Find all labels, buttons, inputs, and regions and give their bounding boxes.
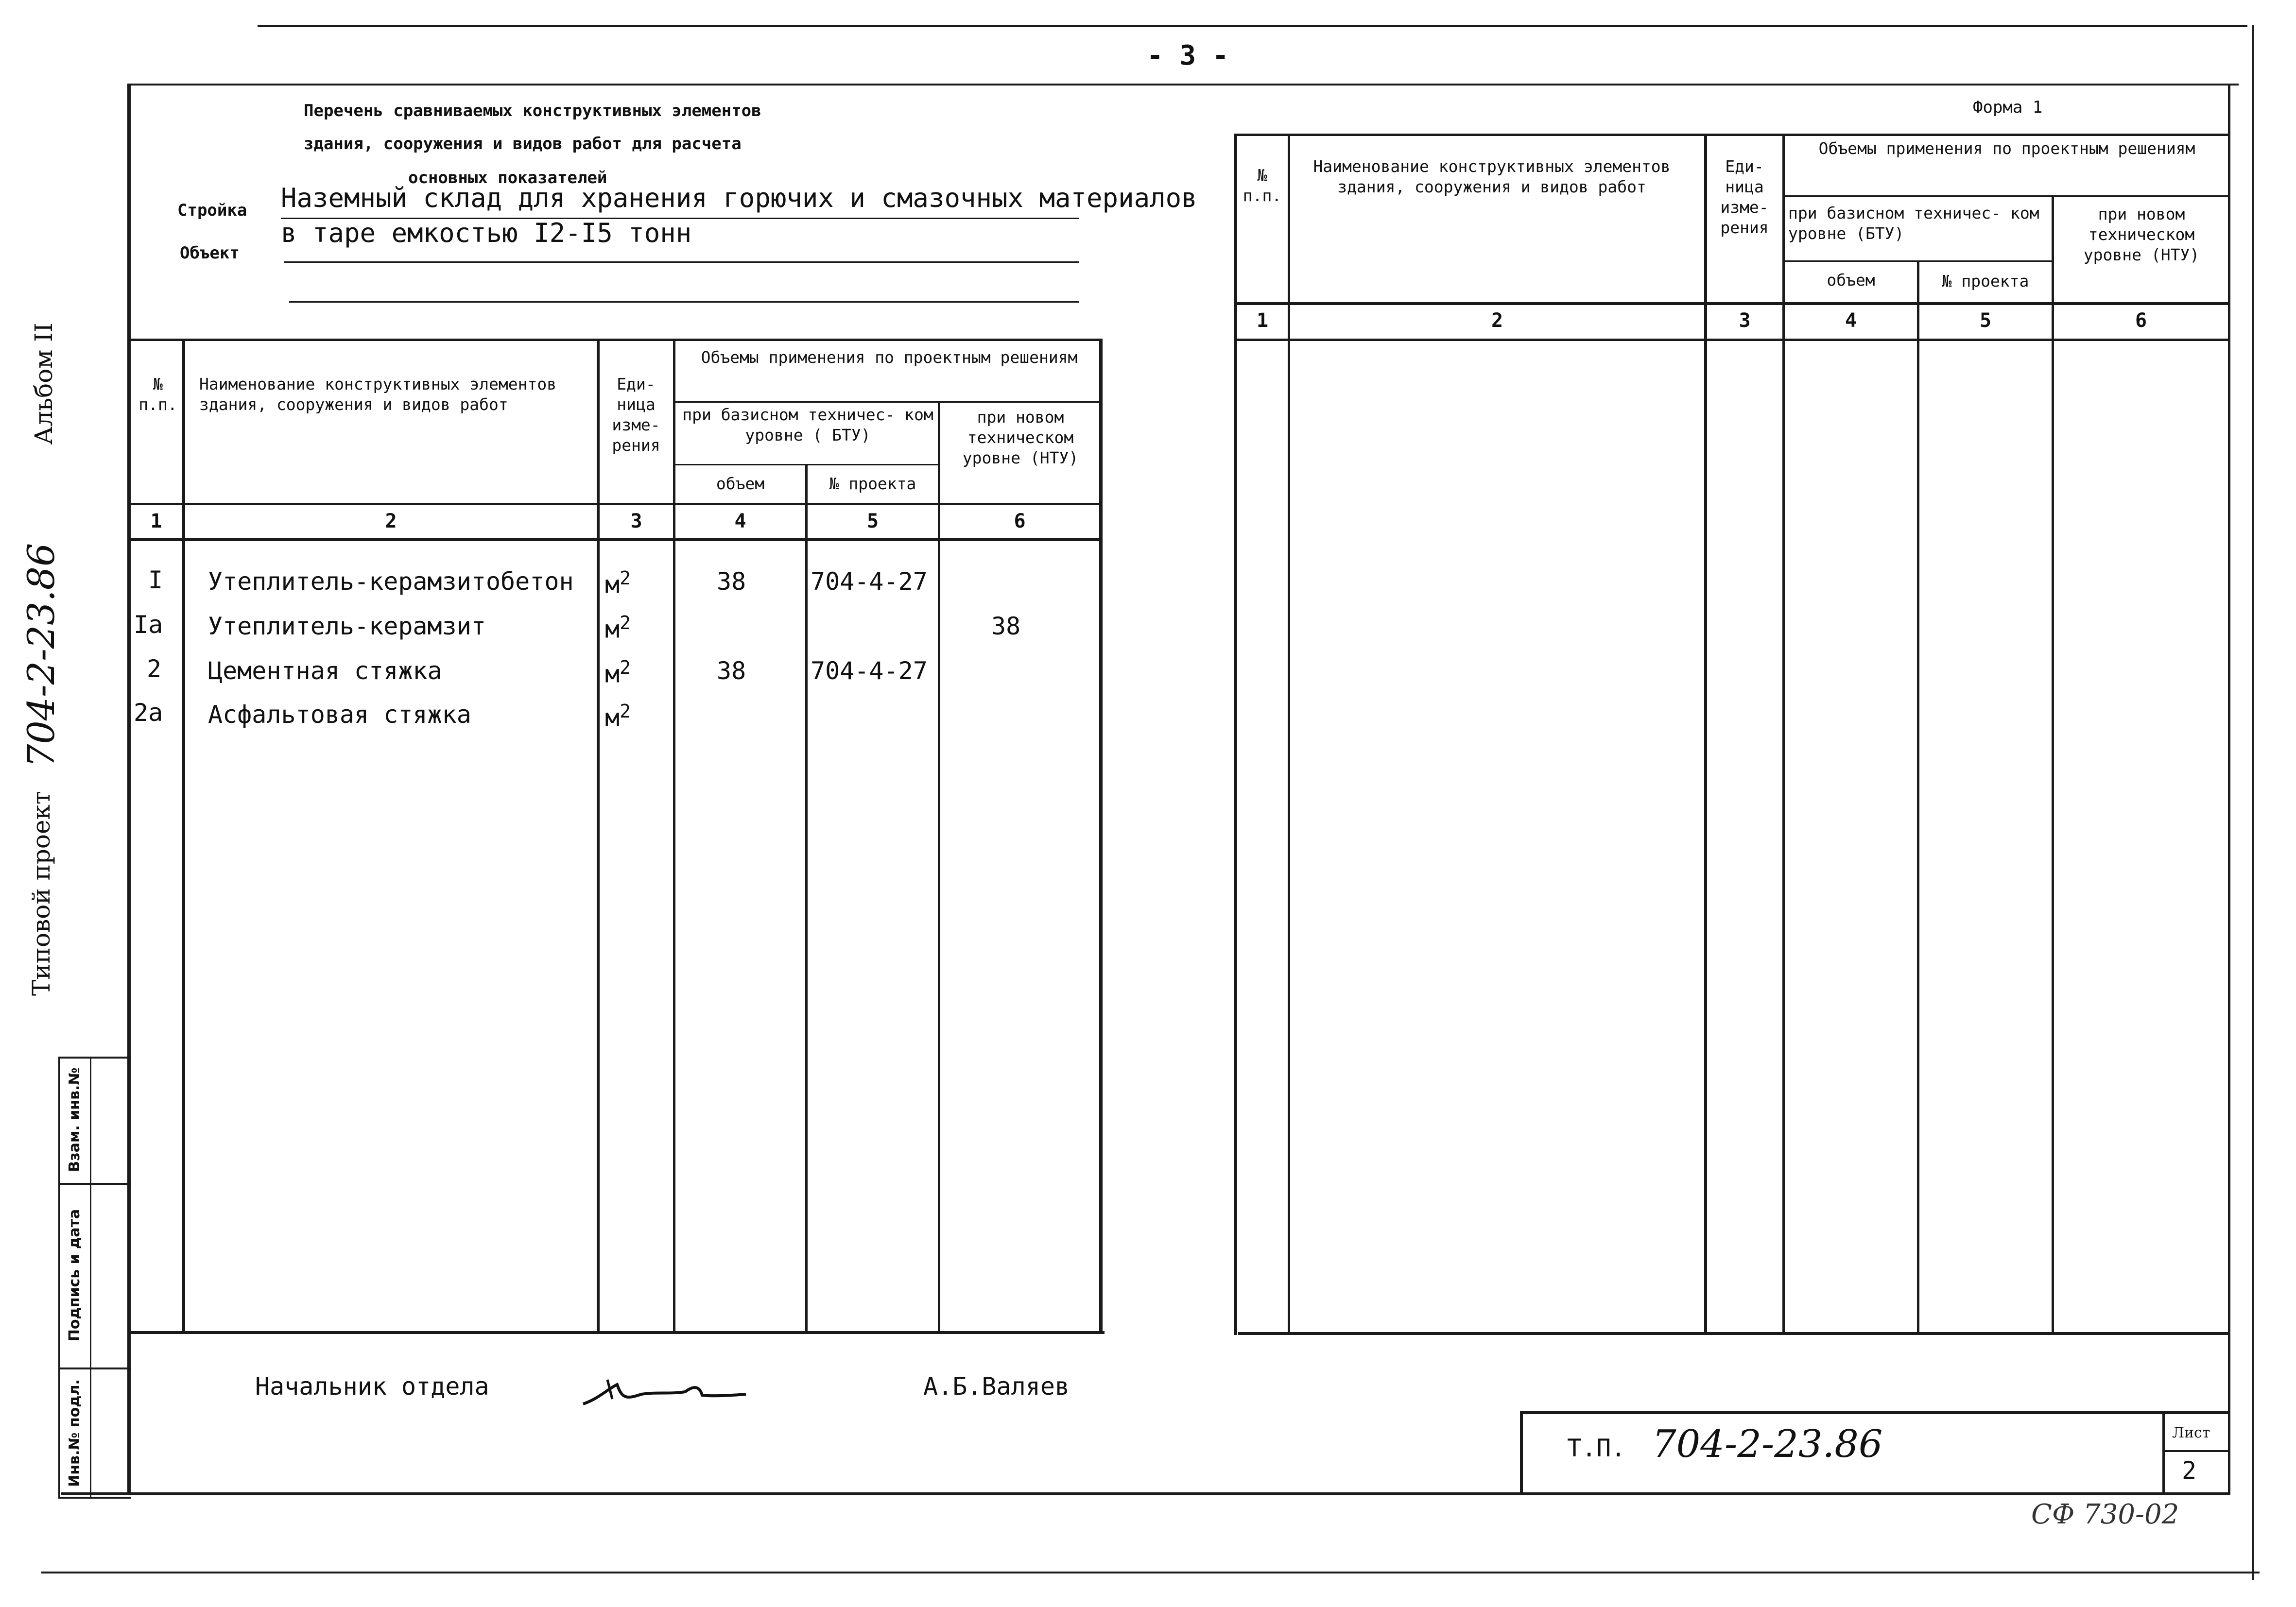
- stroyka-value-line2: в таре емкостью I2-I5 тонн: [281, 218, 692, 248]
- lt-h-volumes: Объемы применения по проектным решениям: [701, 348, 1078, 367]
- lt-h-name: Наименование конструктивных элементов здания, сооружения и видов работ: [199, 375, 557, 414]
- rt-h-bty: при базисном техничес- ком уровне (БТУ): [1788, 204, 2039, 243]
- margin-box-top: [58, 1057, 131, 1059]
- row-project: 704-4-27: [811, 657, 928, 685]
- lt-col-4: [805, 464, 808, 1334]
- row-nty: 38: [991, 612, 1021, 640]
- margin-box-left: [58, 1057, 60, 1499]
- margin-box-div2: [58, 1368, 131, 1369]
- rt-rule-volumes: [1782, 195, 2228, 197]
- frame-top-rule: [127, 84, 2239, 85]
- row-num: 2а: [134, 699, 163, 727]
- row-project: 704-4-27: [811, 567, 928, 596]
- row-name: Асфальтовая стяжка: [208, 701, 471, 729]
- rt-rule-top: [1234, 134, 2228, 136]
- margin-project-code: 704-2-23.86: [19, 543, 63, 768]
- stamp-left: [1520, 1411, 1523, 1494]
- frame-right-rule: [2228, 84, 2230, 1495]
- lt-col-1: [182, 339, 185, 1334]
- lt-h-nty: при новом техническом уровне (НТУ): [962, 408, 1079, 467]
- row-name: Цементная стяжка: [208, 657, 442, 685]
- lt-h-volume: объем: [716, 474, 765, 493]
- lt-rule-header-bottom: [130, 503, 1101, 505]
- row-unit: $м^2$: [605, 612, 631, 644]
- margin-inv: Инв.№ подл.: [66, 1379, 83, 1487]
- object-label: Объект: [180, 243, 240, 263]
- rt-h-project: № проекта: [1942, 272, 2029, 291]
- row-volume: 38: [717, 567, 746, 596]
- lt-colnum-1: 1: [150, 510, 162, 532]
- lt-col-5: [938, 401, 940, 1334]
- rt-colnum-5: 5: [1979, 309, 1992, 332]
- margin-album: Альбом II: [30, 323, 58, 445]
- frame-left-rule: [127, 84, 131, 1495]
- page-bottom-rule: [41, 1572, 2260, 1573]
- top-rule: [258, 25, 2247, 27]
- rt-colnum-3: 3: [1739, 309, 1751, 332]
- form-label: Форма 1: [1973, 98, 2043, 117]
- page-number: - 3 -: [1147, 40, 1229, 71]
- row-num: 2: [147, 655, 162, 683]
- rt-colnum-6: 6: [2135, 309, 2147, 332]
- rt-col-4: [1917, 260, 1919, 1335]
- row-num: I: [148, 566, 163, 594]
- lt-colnum-6: 6: [1014, 510, 1026, 532]
- intro-line-1: Перечень сравниваемых конструктивных элементов: [304, 101, 761, 120]
- stamp-sheet-label: Лист: [2172, 1424, 2210, 1441]
- rt-h-name: Наименование конструктивных элементов здания, сооружения и видов работ: [1313, 157, 1671, 196]
- stroyka-value-line1: Наземный склад для хранения горючих и смазочных материалов: [281, 183, 1197, 213]
- lt-colnum-2: 2: [385, 510, 397, 532]
- lt-colnum-4: 4: [734, 510, 746, 532]
- lt-h-unit: Еди- ница изме- рения: [612, 375, 660, 455]
- margin-box-div1: [58, 1183, 131, 1185]
- intro-line-3: основных показателей: [408, 168, 607, 188]
- row-name: Утеплитель-керамзитобетон: [208, 567, 574, 596]
- rt-rule-bottom: [1238, 1332, 2228, 1335]
- handwritten-signature: [578, 1370, 748, 1414]
- rt-h-num: № п.п.: [1243, 166, 1282, 205]
- intro-line-2: здания, сооружения и видов работ для расчета: [304, 134, 742, 154]
- rt-h-volume: объем: [1827, 271, 1875, 290]
- lt-h-project: № проекта: [829, 474, 916, 493]
- row-volume: 38: [717, 657, 746, 685]
- rt-h-unit: Еди- ница изме- рения: [1720, 157, 1769, 237]
- lt-h-bty: при базисном техничес- ком уровне ( БТУ): [682, 405, 933, 444]
- lt-colnum-5: 5: [866, 510, 879, 532]
- lt-colnum-3: 3: [630, 510, 642, 532]
- stamp-prefix: Т.П.: [1567, 1434, 1626, 1462]
- row-unit: $м^2$: [605, 701, 631, 732]
- margin-podpis: Подпись и дата: [66, 1209, 83, 1342]
- lt-rule-volumes: [673, 401, 1101, 403]
- rt-colnum-4: 4: [1845, 309, 1857, 332]
- margin-box-inner: [90, 1057, 91, 1499]
- frame-bottom-rule: [61, 1492, 2230, 1495]
- object-underline-2: [289, 301, 1079, 303]
- object-underline-1: [284, 261, 1079, 263]
- stamp-sheet-divider: [2162, 1411, 2165, 1494]
- row-name: Утеплитель-керамзит: [208, 612, 486, 640]
- signature-name: А.Б.Валяев: [923, 1372, 1070, 1401]
- signature-title: Начальник отдела: [255, 1372, 489, 1401]
- row-unit: $м^2$: [605, 567, 631, 599]
- lt-col-6: [1099, 339, 1103, 1334]
- stamp-sheet-number: 2: [2182, 1456, 2197, 1485]
- margin-vzam: Взам. инв.№: [66, 1067, 83, 1172]
- lt-rule-bottom: [130, 1331, 1105, 1334]
- lt-h-num: № п.п.: [138, 375, 177, 414]
- row-num: Iа: [134, 611, 163, 639]
- rt-rule-colnum-bottom: [1234, 339, 2228, 341]
- margin-project-label: Типовой проект: [27, 791, 55, 996]
- stroyka-label: Стройка: [177, 201, 247, 220]
- footer-code: СФ 730-02: [2031, 1499, 2179, 1530]
- page-right-rule: [2252, 25, 2254, 1580]
- rt-h-volumes: Объемы применения по проектным решениям: [1818, 139, 2195, 158]
- lt-rule-top: [130, 339, 1101, 341]
- lt-rule-colnum-bottom: [130, 538, 1101, 541]
- stamp-code: 704-2-23.86: [1652, 1422, 1883, 1466]
- rt-rule-header-bottom: [1234, 302, 2228, 305]
- rt-col-5: [2052, 195, 2054, 1335]
- rt-h-nty: при новом техническом уровне (НТУ): [2083, 205, 2200, 264]
- rt-colnum-2: 2: [1491, 309, 1503, 332]
- stamp-top: [1520, 1411, 2229, 1414]
- margin-box-bottom: [58, 1497, 131, 1499]
- lt-col-2: [597, 339, 600, 1334]
- rt-colnum-1: 1: [1256, 309, 1269, 332]
- stamp-sheet-rule: [2162, 1450, 2229, 1452]
- row-unit: $м^2$: [605, 657, 631, 688]
